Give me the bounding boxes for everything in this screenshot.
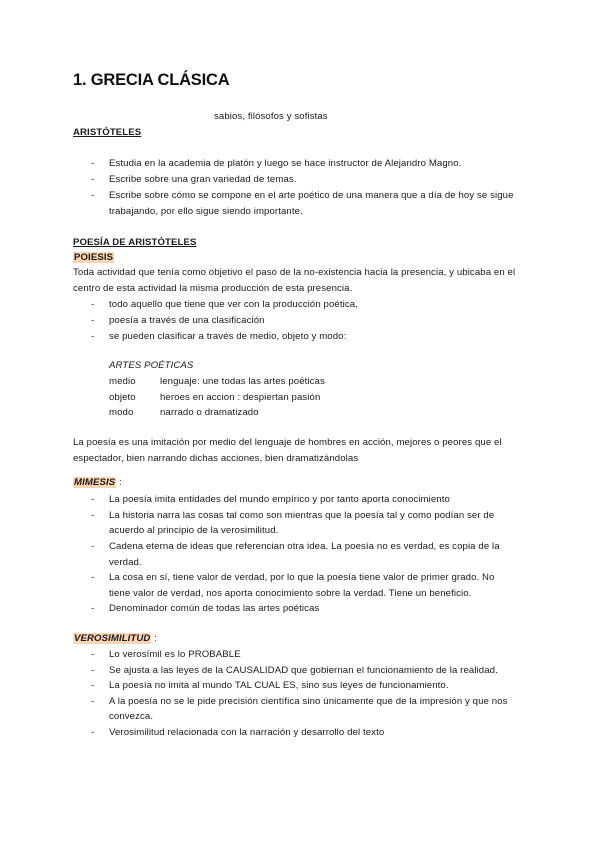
heading-poesia-aristoteles: POESÍA DE ARISTÓTELES (73, 237, 197, 248)
bullet-dash: - (91, 541, 95, 552)
bullet-text: se pueden clasificar a través de medio, objeto y modo: (109, 331, 347, 342)
bullet-dash: - (91, 603, 95, 614)
bullet-dash: - (91, 665, 95, 676)
poiesis-intro-line1: Toda actividad que tenía como objetivo el paso de la no-existencia hacia la presencia, y ubicaba en el (73, 267, 516, 278)
bullet-dash: - (91, 174, 95, 185)
highlight-mimesis: MIMESIS (74, 477, 116, 488)
bullet-dash: - (91, 696, 95, 707)
bullet-dash: - (91, 158, 95, 169)
poesia-paragraph-line2: espectador, bien narrando dichas acciones, bien dramatizándolas (73, 453, 359, 464)
poesia-paragraph-line1: La poesía es una imitación por medio del lenguaje de hombres en acción, mejores o peores que el (73, 437, 502, 448)
bullet-text: La historia narra las cosas tal como son mientras que la poesía tal y como podían ser de (109, 510, 495, 521)
bullet-text: La poesía imita entidades del mundo empírico y por tanto aporta conocimiento (109, 494, 450, 505)
artes-desc: narrado o dramatizado (160, 407, 259, 418)
poiesis-intro-line2: centro de esta actividad la misma producción de esta presencia. (73, 283, 353, 294)
bullet-text: Denominador común de todas las artes poéticas (109, 603, 320, 614)
artes-desc: heroes en accion : despiertan pasión (160, 392, 321, 403)
bullet-dash: - (91, 649, 95, 660)
verosimilitud-colon: : (151, 633, 157, 644)
bullet-text: poesía a través de una clasificación (109, 315, 265, 326)
bullet-dash: - (91, 680, 95, 691)
bullet-text: La cosa en sí, tiene valor de verdad, por lo que la poesía tiene valor de primer grado. No (109, 572, 495, 583)
bullet-text: Escribe sobre cómo se compone en el arte poético de una manera que a día de hoy se sigue (109, 190, 514, 201)
bullet-text: Verosimilitud relacionada con la narración y desarrollo del texto (109, 727, 385, 738)
bullet-dash: - (91, 510, 95, 521)
subtitle: sabios, filósofos y sofistas (214, 111, 328, 122)
bullet-dash: - (91, 190, 95, 201)
bullet-text: A la poesía no se le pide precisión científica sino únicamente que de la impresión y que nos (109, 696, 508, 707)
bullet-dash: - (91, 315, 95, 326)
bullet-text: Cadena eterna de ideas que referencian otra idea. La poesía no es verdad, es copia de la (109, 541, 500, 552)
bullet-text: Estudia en la academia de platón y luego se hace instructor de Alejandro Magno. (109, 158, 462, 169)
heading-aristoteles: ARISTÓTELES (73, 127, 142, 138)
bullet-text-continuation: trabajando, por ello sigue siendo importante. (109, 206, 303, 217)
artes-poeticas-heading: ARTES POÉTICAS (109, 360, 194, 371)
bullet-dash: - (91, 331, 95, 342)
document-title: 1. GRECIA CLÁSICA (73, 71, 230, 89)
mimesis-colon: : (116, 477, 122, 488)
bullet-text: todo aquello que tiene que ver con la producción poética, (109, 299, 358, 310)
bullet-text-continuation: tiene valor de verdad, nos aporta conocimiento sobre la verdad. Tiene un beneficio. (109, 588, 472, 599)
bullet-text: La poesía no imita al mundo TAL CUAL ES, sino sus leyes de funcionamiento. (109, 680, 449, 691)
bullet-dash: - (91, 299, 95, 310)
bullet-text-continuation: verdad. (109, 557, 142, 568)
highlight-poiesis: POIESIS (74, 252, 114, 263)
bullet-dash: - (91, 727, 95, 738)
artes-term: modo (109, 407, 134, 418)
bullet-text: Lo verosímil es lo PROBABLE (109, 649, 241, 660)
artes-term: medio (109, 376, 136, 387)
bullet-text: Escribe sobre una gran variedad de temas. (109, 174, 297, 185)
artes-term: objeto (109, 392, 136, 403)
bullet-text-continuation: acuerdo al principio de la verosimilitud. (109, 525, 279, 536)
artes-desc: lenguaje: une todas las artes poéticas (160, 376, 325, 387)
bullet-text: Se ajusta a las leyes de la CAUSALIDAD que gobiernan el funcionamiento de la realidad. (109, 665, 498, 676)
highlight-verosimilitud: VEROSIMILITUD (74, 633, 151, 644)
bullet-dash: - (91, 494, 95, 505)
bullet-dash: - (91, 572, 95, 583)
bullet-text-continuation: convezca. (109, 711, 154, 722)
